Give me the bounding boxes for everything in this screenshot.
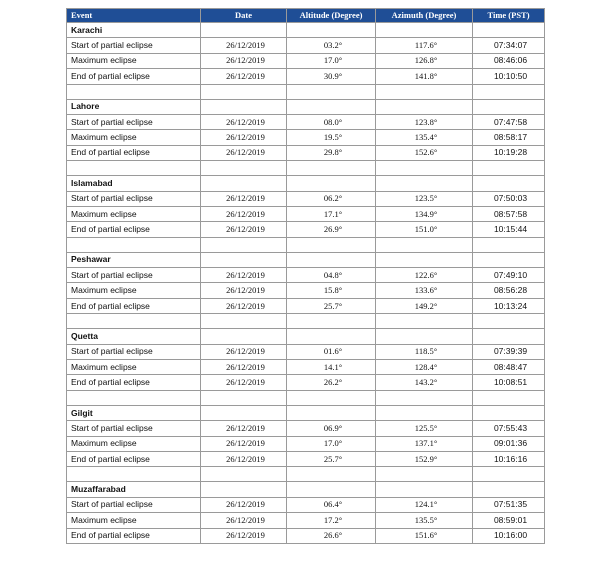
altitude-cell: 29.8° [287, 145, 376, 160]
empty-cell [376, 405, 473, 420]
empty-cell [287, 390, 376, 405]
empty-cell [287, 467, 376, 482]
empty-cell [473, 314, 545, 329]
table-row [67, 451, 545, 466]
event-cell: Start of partial eclipse [67, 114, 201, 129]
altitude-cell: 03.2° [287, 38, 376, 53]
altitude-cell: 19.5° [287, 130, 376, 145]
altitude-cell: 17.0° [287, 436, 376, 451]
azimuth-cell: 149.2° [376, 298, 473, 313]
azimuth-cell: 151.6° [376, 528, 473, 543]
date-cell: 26/12/2019 [201, 513, 287, 528]
time-cell: 10:15:44 [473, 222, 545, 237]
empty-cell [201, 23, 287, 38]
azimuth-cell: 135.5° [376, 513, 473, 528]
empty-cell [201, 329, 287, 344]
time-cell: 07:49:10 [473, 268, 545, 283]
date-cell: 26/12/2019 [201, 298, 287, 313]
empty-cell [67, 84, 201, 99]
city-name: Gilgit [67, 405, 201, 420]
azimuth-cell: 117.6° [376, 38, 473, 53]
empty-cell [67, 390, 201, 405]
event-cell: Maximum eclipse [67, 360, 201, 375]
event-cell: Maximum eclipse [67, 283, 201, 298]
city-row [67, 23, 545, 38]
date-cell: 26/12/2019 [201, 375, 287, 390]
table-row [67, 114, 545, 129]
header-time: Time (PST) [473, 9, 545, 23]
azimuth-cell: 143.2° [376, 375, 473, 390]
altitude-cell: 06.4° [287, 497, 376, 512]
empty-cell [376, 99, 473, 114]
altitude-cell: 26.9° [287, 222, 376, 237]
altitude-cell: 25.7° [287, 451, 376, 466]
altitude-cell: 14.1° [287, 360, 376, 375]
date-cell: 26/12/2019 [201, 497, 287, 512]
time-cell: 08:46:06 [473, 53, 545, 68]
date-cell: 26/12/2019 [201, 206, 287, 221]
empty-cell [201, 99, 287, 114]
table-row [67, 344, 545, 359]
city-name: Islamabad [67, 176, 201, 191]
table-row [67, 206, 545, 221]
table-row [67, 283, 545, 298]
table-row [67, 421, 545, 436]
empty-cell [376, 23, 473, 38]
time-cell: 10:16:00 [473, 528, 545, 543]
azimuth-cell: 152.6° [376, 145, 473, 160]
empty-cell [201, 390, 287, 405]
time-cell: 07:39:39 [473, 344, 545, 359]
empty-cell [473, 482, 545, 497]
empty-cell [201, 176, 287, 191]
header-azimuth: Azimuth (Degree) [376, 9, 473, 23]
date-cell: 26/12/2019 [201, 360, 287, 375]
empty-cell [376, 252, 473, 267]
city-row [67, 329, 545, 344]
empty-cell [287, 23, 376, 38]
azimuth-cell: 123.8° [376, 114, 473, 129]
azimuth-cell: 123.5° [376, 191, 473, 206]
eclipse-table [66, 8, 545, 544]
table-row [67, 38, 545, 53]
azimuth-cell: 135.4° [376, 130, 473, 145]
date-cell: 26/12/2019 [201, 145, 287, 160]
empty-cell [287, 99, 376, 114]
event-cell: Maximum eclipse [67, 53, 201, 68]
time-cell: 08:58:17 [473, 130, 545, 145]
empty-cell [287, 84, 376, 99]
time-cell: 08:59:01 [473, 513, 545, 528]
event-cell: Start of partial eclipse [67, 268, 201, 283]
empty-cell [287, 161, 376, 176]
azimuth-cell: 141.8° [376, 69, 473, 84]
azimuth-cell: 125.5° [376, 421, 473, 436]
event-cell: End of partial eclipse [67, 145, 201, 160]
event-cell: End of partial eclipse [67, 528, 201, 543]
altitude-cell: 26.6° [287, 528, 376, 543]
table-row [67, 298, 545, 313]
empty-cell [473, 390, 545, 405]
altitude-cell: 30.9° [287, 69, 376, 84]
spacer-row [67, 467, 545, 482]
time-cell: 07:34:07 [473, 38, 545, 53]
empty-cell [287, 176, 376, 191]
table-row [67, 436, 545, 451]
azimuth-cell: 133.6° [376, 283, 473, 298]
event-cell: End of partial eclipse [67, 375, 201, 390]
empty-cell [376, 329, 473, 344]
empty-cell [67, 467, 201, 482]
table-row [67, 222, 545, 237]
altitude-cell: 17.2° [287, 513, 376, 528]
empty-cell [473, 161, 545, 176]
empty-cell [287, 237, 376, 252]
empty-cell [376, 482, 473, 497]
spacer-row [67, 84, 545, 99]
spacer-row [67, 161, 545, 176]
event-cell: Maximum eclipse [67, 206, 201, 221]
altitude-cell: 04.8° [287, 268, 376, 283]
azimuth-cell: 128.4° [376, 360, 473, 375]
time-cell: 08:56:28 [473, 283, 545, 298]
event-cell: End of partial eclipse [67, 222, 201, 237]
date-cell: 26/12/2019 [201, 421, 287, 436]
table-row [67, 375, 545, 390]
empty-cell [376, 84, 473, 99]
empty-cell [201, 252, 287, 267]
city-name: Lahore [67, 99, 201, 114]
time-cell: 10:16:16 [473, 451, 545, 466]
empty-cell [201, 84, 287, 99]
header-altitude: Altitude (Degree) [287, 9, 376, 23]
date-cell: 26/12/2019 [201, 69, 287, 84]
time-cell: 10:19:28 [473, 145, 545, 160]
event-cell: End of partial eclipse [67, 298, 201, 313]
empty-cell [287, 405, 376, 420]
city-name: Karachi [67, 23, 201, 38]
date-cell: 26/12/2019 [201, 53, 287, 68]
time-cell: 10:08:51 [473, 375, 545, 390]
time-cell: 07:47:58 [473, 114, 545, 129]
altitude-cell: 06.2° [287, 191, 376, 206]
header-event: Event [67, 9, 201, 23]
empty-cell [376, 390, 473, 405]
table-row [67, 513, 545, 528]
event-cell: Start of partial eclipse [67, 421, 201, 436]
table-row [67, 268, 545, 283]
time-cell: 08:57:58 [473, 206, 545, 221]
altitude-cell: 17.1° [287, 206, 376, 221]
empty-cell [287, 329, 376, 344]
table-row [67, 497, 545, 512]
city-row [67, 252, 545, 267]
header-row [67, 9, 545, 23]
city-name: Muzaffarabad [67, 482, 201, 497]
table-body [67, 23, 545, 544]
azimuth-cell: 137.1° [376, 436, 473, 451]
event-cell: End of partial eclipse [67, 69, 201, 84]
time-cell: 10:10:50 [473, 69, 545, 84]
date-cell: 26/12/2019 [201, 191, 287, 206]
event-cell: End of partial eclipse [67, 451, 201, 466]
date-cell: 26/12/2019 [201, 268, 287, 283]
event-cell: Maximum eclipse [67, 436, 201, 451]
empty-cell [376, 176, 473, 191]
table-row [67, 528, 545, 543]
city-row [67, 405, 545, 420]
city-name: Peshawar [67, 252, 201, 267]
spacer-row [67, 237, 545, 252]
altitude-cell: 15.8° [287, 283, 376, 298]
empty-cell [67, 314, 201, 329]
empty-cell [376, 237, 473, 252]
date-cell: 26/12/2019 [201, 114, 287, 129]
time-cell: 08:48:47 [473, 360, 545, 375]
azimuth-cell: 134.9° [376, 206, 473, 221]
empty-cell [201, 405, 287, 420]
empty-cell [201, 467, 287, 482]
event-cell: Maximum eclipse [67, 513, 201, 528]
empty-cell [287, 314, 376, 329]
event-cell: Start of partial eclipse [67, 191, 201, 206]
empty-cell [376, 314, 473, 329]
time-cell: 10:13:24 [473, 298, 545, 313]
azimuth-cell: 118.5° [376, 344, 473, 359]
empty-cell [201, 237, 287, 252]
empty-cell [473, 237, 545, 252]
table-row [67, 360, 545, 375]
empty-cell [473, 176, 545, 191]
header-date: Date [201, 9, 287, 23]
date-cell: 26/12/2019 [201, 38, 287, 53]
azimuth-cell: 151.0° [376, 222, 473, 237]
empty-cell [287, 252, 376, 267]
empty-cell [473, 23, 545, 38]
spacer-row [67, 390, 545, 405]
date-cell: 26/12/2019 [201, 436, 287, 451]
altitude-cell: 06.9° [287, 421, 376, 436]
empty-cell [376, 467, 473, 482]
azimuth-cell: 152.9° [376, 451, 473, 466]
empty-cell [473, 84, 545, 99]
date-cell: 26/12/2019 [201, 222, 287, 237]
azimuth-cell: 122.6° [376, 268, 473, 283]
empty-cell [473, 329, 545, 344]
event-cell: Start of partial eclipse [67, 38, 201, 53]
city-name: Quetta [67, 329, 201, 344]
empty-cell [473, 252, 545, 267]
azimuth-cell: 126.8° [376, 53, 473, 68]
time-cell: 09:01:36 [473, 436, 545, 451]
empty-cell [473, 467, 545, 482]
altitude-cell: 01.6° [287, 344, 376, 359]
event-cell: Start of partial eclipse [67, 497, 201, 512]
city-row [67, 482, 545, 497]
altitude-cell: 08.0° [287, 114, 376, 129]
event-cell: Start of partial eclipse [67, 344, 201, 359]
table-row [67, 145, 545, 160]
table-row [67, 191, 545, 206]
empty-cell [201, 482, 287, 497]
table-row [67, 53, 545, 68]
time-cell: 07:51:35 [473, 497, 545, 512]
altitude-cell: 26.2° [287, 375, 376, 390]
empty-cell [473, 405, 545, 420]
empty-cell [287, 482, 376, 497]
empty-cell [473, 99, 545, 114]
azimuth-cell: 124.1° [376, 497, 473, 512]
time-cell: 07:55:43 [473, 421, 545, 436]
event-cell: Maximum eclipse [67, 130, 201, 145]
empty-cell [376, 161, 473, 176]
empty-cell [201, 161, 287, 176]
date-cell: 26/12/2019 [201, 130, 287, 145]
spacer-row [67, 314, 545, 329]
table-row [67, 130, 545, 145]
city-row [67, 176, 545, 191]
altitude-cell: 25.7° [287, 298, 376, 313]
altitude-cell: 17.0° [287, 53, 376, 68]
empty-cell [67, 161, 201, 176]
date-cell: 26/12/2019 [201, 528, 287, 543]
date-cell: 26/12/2019 [201, 344, 287, 359]
date-cell: 26/12/2019 [201, 283, 287, 298]
empty-cell [67, 237, 201, 252]
time-cell: 07:50:03 [473, 191, 545, 206]
date-cell: 26/12/2019 [201, 451, 287, 466]
city-row [67, 99, 545, 114]
table-row [67, 69, 545, 84]
empty-cell [201, 314, 287, 329]
